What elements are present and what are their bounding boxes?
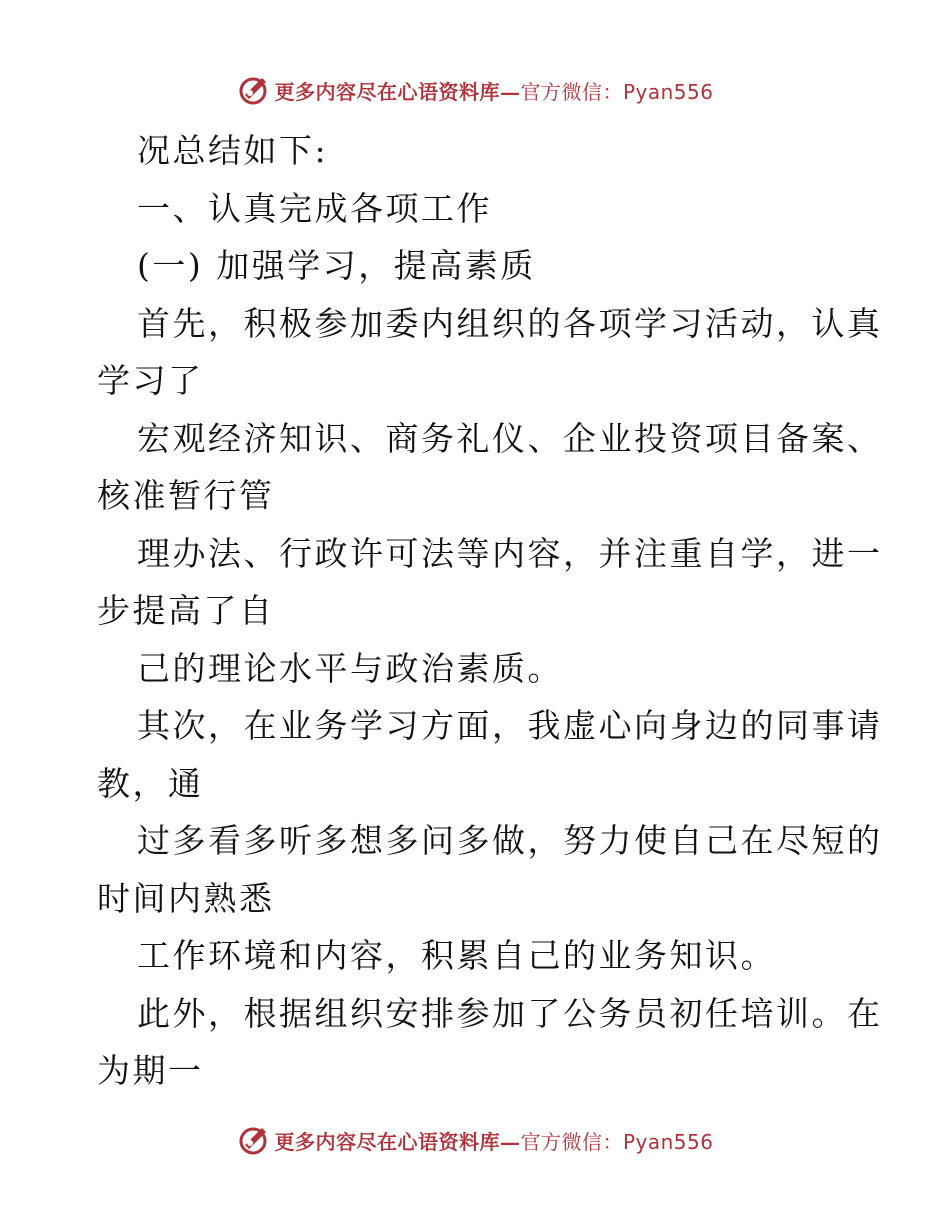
body-line: 理办法、行政许可法等内容，并注重自学，进一 <box>137 533 883 573</box>
header-wechat-id: 官方微信：Pyan556 <box>520 79 714 104</box>
body-line: 步提高了自 <box>97 591 275 630</box>
footer-wechat-id: 官方微信：Pyan556 <box>520 1129 714 1154</box>
body-line: 况总结如下: <box>137 131 329 170</box>
pen-logo-icon <box>236 73 270 107</box>
footer-banner-text: 更多内容尽在心语资料库—官方微信：Pyan556 <box>274 1129 714 1154</box>
pen-logo-icon <box>236 1123 270 1157</box>
body-line: 为期一 <box>97 1051 204 1090</box>
section-heading: 一、认真完成各项工作 <box>137 188 492 228</box>
body-line: 其次，在业务学习方面，我虚心向身边的同事请 <box>137 706 883 745</box>
body-line: 宏观经济知识、商务礼仪、企业投资项目备案、 <box>137 418 883 458</box>
body-line: 过多看多听多想多问多做，努力使自己在尽短的 <box>137 821 883 860</box>
subsection-heading: (一) 加强学习，提高素质 <box>137 246 536 285</box>
body-line: 此外，根据组织安排参加了公务员初任培训。在 <box>137 993 883 1033</box>
body-line: 己的理论水平与政治素质。 <box>137 648 563 688</box>
body-line: 核准暂行管 <box>97 476 275 515</box>
body-line: 教，通 <box>97 763 204 803</box>
body-line: 首先，积极参加委内组织的各项学习活动，认真 <box>137 303 883 343</box>
body-line: 工作环境和内容，积累自己的业务知识。 <box>137 936 776 975</box>
body-line: 学习了 <box>97 361 204 400</box>
document-body <box>97 122 883 1100</box>
body-line: 时间内熟悉 <box>97 878 275 918</box>
footer-banner <box>0 1120 950 1160</box>
header-banner <box>0 70 950 110</box>
header-banner-text: 更多内容尽在心语资料库—官方微信：Pyan556 <box>274 79 714 104</box>
